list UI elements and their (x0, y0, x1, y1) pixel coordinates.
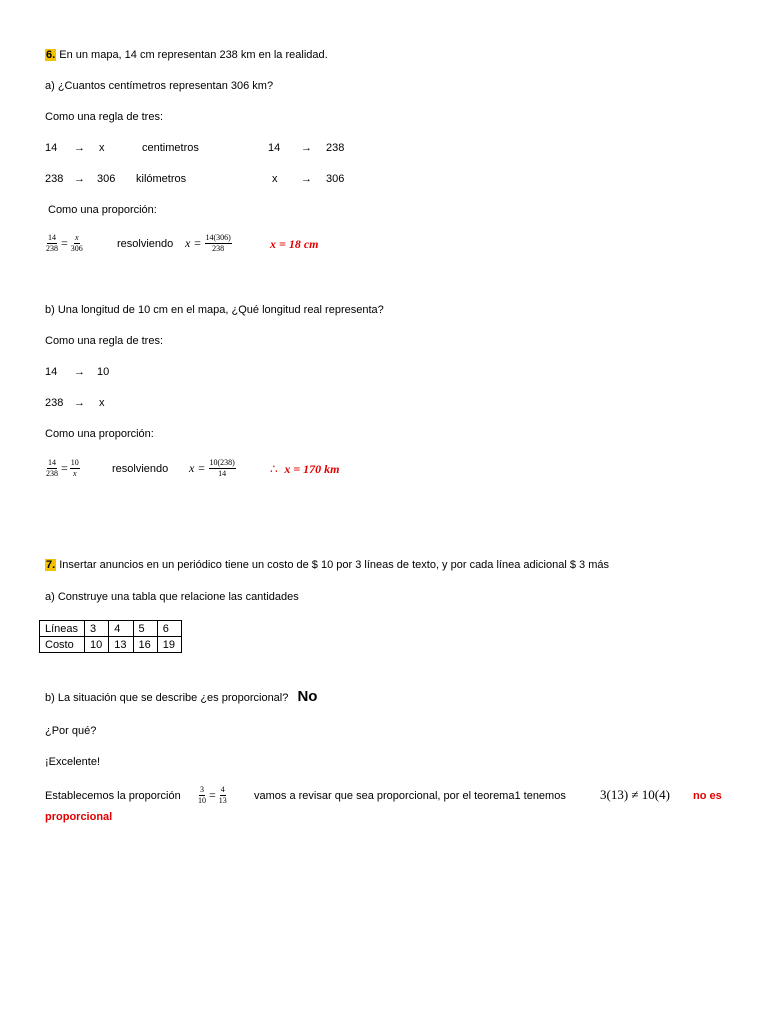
rule-b-row-2-c1: 238 (45, 397, 64, 409)
table-cell: 10 (85, 637, 109, 653)
fraction: $\frac{14(306)}{238}$ (205, 232, 231, 253)
table-cell: 5 (133, 621, 157, 637)
result-b (270, 462, 339, 476)
arrow-icon: → (74, 366, 85, 378)
rule-row-1-c3: 14 (268, 142, 281, 154)
rule-b-row-1-c2: 10 (97, 366, 110, 378)
proportion-a: $\frac{14}{238}$ = $\frac{x}{306}$ (46, 232, 83, 253)
arrow-icon: → (301, 173, 312, 185)
table-cell: Líneas (40, 621, 85, 637)
rule-row-1-c2: x (99, 142, 105, 154)
table-cell: 3 (85, 621, 109, 637)
rule-b-row-2-c2: x (99, 397, 105, 409)
statement-text: En un mapa, 14 cm representan 238 km en la realidad. (56, 49, 328, 61)
fraction: $\frac{3}{10}$ (198, 784, 206, 805)
regla-label-a: Como una regla de tres: (45, 111, 164, 123)
inequality: 3(13) ≠ 10(4) (600, 787, 670, 802)
lines-cost-table (39, 620, 182, 653)
rule-row-2-c2: 306 (97, 173, 116, 185)
fraction: $\frac{x}{306}$ (70, 232, 83, 253)
solve-b: x = $\frac{10(238)}{14}$ (189, 457, 235, 478)
result-a: x = 18 cm (270, 237, 319, 251)
fraction: $\frac{14}{238}$ (46, 232, 58, 253)
table-cell: 19 (157, 637, 181, 653)
rule-row-1-c4: 238 (326, 142, 345, 154)
problem-6-statement (45, 48, 328, 62)
question-7b-text: b) La situación que se describe ¿es proporcional? (45, 692, 289, 704)
table-row (40, 637, 182, 653)
resolviendo-a: resolviendo (117, 238, 174, 250)
no-es-text: no es (693, 790, 722, 802)
resolviendo-b: resolviendo (112, 463, 169, 475)
table-row (40, 621, 182, 637)
answer-no: No (297, 688, 318, 705)
question-6a: a) ¿Cuantos centímetros representan 306 km? (45, 80, 274, 92)
prop-label-a: Como una proporción: (48, 204, 157, 216)
prop-label-b: Como una proporción: (45, 428, 154, 440)
proporcional-text: proporcional (45, 811, 113, 823)
question-6b: b) Una longitud de 10 cm en el mapa, ¿Qué longitud real representa? (45, 304, 384, 316)
solve-a: x = $\frac{14(306)}{238}$ (185, 232, 231, 253)
por-que: ¿Por qué? (45, 725, 97, 737)
proportion-c: $\frac{3}{10}$ = $\frac{4}{13}$ (198, 784, 227, 805)
arrow-icon: → (74, 142, 85, 154)
arrow-icon: → (74, 173, 85, 185)
vamos-text: vamos a revisar que sea proporcional, por el teorema1 tenemos (254, 790, 566, 802)
table-cell: 6 (157, 621, 181, 637)
rule-row-2-c3: x (272, 173, 278, 185)
result-b-value: x = 170 km (284, 462, 340, 476)
table-cell: Costo (40, 637, 85, 653)
fraction: $\frac{14}{238}$ (46, 457, 58, 478)
rule-b-row-1-c1: 14 (45, 366, 58, 378)
problem-number-6: 6. (46, 49, 56, 61)
rule-row-1-c1: 14 (45, 142, 58, 154)
excelente: ¡Excelente! (45, 756, 101, 768)
problem-7-statement (45, 558, 609, 572)
rule-row-2-unit: kilómetros (136, 173, 187, 185)
rule-row-2-c4: 306 (326, 173, 345, 185)
table-cell: 16 (133, 637, 157, 653)
proportion-b: $\frac{14}{238}$ = $\frac{10}{x}$ (46, 457, 79, 478)
rule-row-2-c1: 238 (45, 173, 64, 185)
table-cell: 13 (109, 637, 133, 653)
question-7a: a) Construye una tabla que relacione las cantidades (45, 591, 299, 603)
fraction: $\frac{10(238)}{14}$ (209, 457, 235, 478)
arrow-icon: → (74, 397, 85, 409)
regla-label-b: Como una regla de tres: (45, 335, 164, 347)
arrow-icon: → (301, 142, 312, 154)
question-7b (45, 690, 317, 705)
therefore-icon: ∴ (270, 462, 278, 476)
fraction: $\frac{10}{x}$ (70, 457, 79, 478)
establecemos-text: Establecemos la proporción (45, 790, 181, 802)
fraction: $\frac{4}{13}$ (218, 784, 227, 805)
rule-row-1-unit: centimetros (142, 142, 199, 154)
problem-number-7: 7. (46, 559, 56, 571)
table-cell: 4 (109, 621, 133, 637)
statement-text: Insertar anuncios en un periódico tiene un costo de $ 10 por 3 líneas de texto, y por cada línea adicional $ 3 más (56, 559, 609, 571)
